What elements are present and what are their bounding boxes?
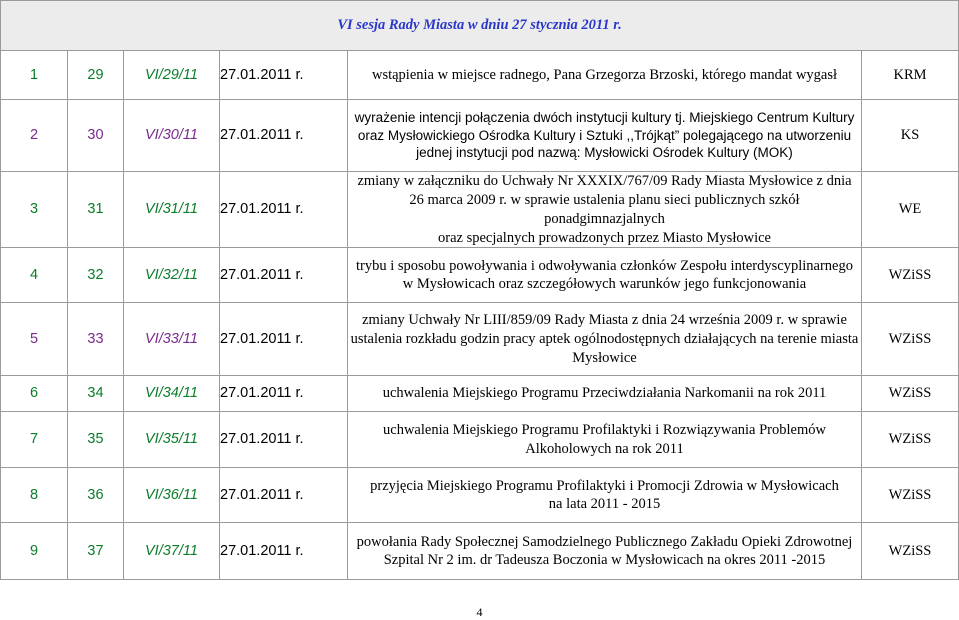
resolution-number: VI/36/11 [124, 468, 220, 523]
table-row [1, 523, 959, 580]
resolution-number: VI/31/11 [124, 172, 220, 248]
resolution-number: VI/29/11 [124, 51, 220, 100]
row-number: 1 [1, 51, 68, 100]
resolution-date: 27.01.2011 r. [220, 412, 348, 468]
table-row [1, 412, 959, 468]
committee-code: KS [862, 100, 959, 172]
resolution-date: 27.01.2011 r. [220, 100, 348, 172]
resolution-subject: uchwalenia Miejskiego Programu Profilaktyki i Rozwiązywania Problemów Alkoholowych na rok 2011 [348, 412, 862, 468]
table-row [1, 303, 959, 376]
resolution-date: 27.01.2011 r. [220, 51, 348, 100]
resolution-subject: powołania Rady Społecznej Samodzielnego Publicznego Zakładu Opieki Zdrowotnej Szpital Nr 2 im. dr Tadeusza Boczonia w Mysłowicach na okres 2011 -2015 [348, 523, 862, 580]
session-header-row [1, 1, 959, 51]
committee-code: WZiSS [862, 468, 959, 523]
table-row [1, 468, 959, 523]
committee-code: WZiSS [862, 376, 959, 412]
resolution-seq: 37 [68, 523, 124, 580]
row-number: 6 [1, 376, 68, 412]
resolution-date: 27.01.2011 r. [220, 468, 348, 523]
resolution-date: 27.01.2011 r. [220, 248, 348, 303]
row-number: 3 [1, 172, 68, 248]
row-number: 8 [1, 468, 68, 523]
committee-code: WZiSS [862, 303, 959, 376]
resolution-subject: wyrażenie intencji połączenia dwóch instytucji kultury tj. Miejskiego Centrum Kultury oraz Mysłowickiego Ośrodka Kultury i Sztuki ,,Trójkąt” polegającego na utworzeniu jednej instytucji pod nazwą: Mysłowicki Ośrodek Kultury (MOK) [348, 100, 862, 172]
resolution-seq: 35 [68, 412, 124, 468]
session-title: VI sesja Rady Miasta w dniu 27 stycznia 2011 r. [1, 1, 959, 51]
table-row [1, 376, 959, 412]
resolution-subject: trybu i sposobu powoływania i odwoływania członków Zespołu interdyscyplinarnego w Mysłowicach oraz szczegółowych warunków jego funkcjonowania [348, 248, 862, 303]
resolution-subject: zmiany w załączniku do Uchwały Nr XXXIX/767/09 Rady Miasta Mysłowice z dnia 26 marca 2009 r. w sprawie ustalenia planu sieci publicznych szkół ponadgimnazjalnych oraz specjalnych prowadzonych przez Miasto Mysłowice [348, 172, 862, 248]
row-number: 5 [1, 303, 68, 376]
resolution-seq: 36 [68, 468, 124, 523]
resolution-subject: przyjęcia Miejskiego Programu Profilaktyki i Promocji Zdrowia w Mysłowicach na lata 2011 - 2015 [348, 468, 862, 523]
committee-code: WZiSS [862, 248, 959, 303]
resolution-seq: 34 [68, 376, 124, 412]
resolution-subject: zmiany Uchwały Nr LIII/859/09 Rady Miasta z dnia 24 września 2009 r. w sprawie ustalenia rozkładu godzin pracy aptek ogólnodostępnych działających na terenie miasta Mysłowice [348, 303, 862, 376]
resolution-date: 27.01.2011 r. [220, 172, 348, 248]
table-row [1, 172, 959, 248]
committee-code: WZiSS [862, 523, 959, 580]
table-row [1, 51, 959, 100]
committee-code: WZiSS [862, 412, 959, 468]
row-number: 4 [1, 248, 68, 303]
resolution-seq: 30 [68, 100, 124, 172]
resolution-number: VI/34/11 [124, 376, 220, 412]
resolution-number: VI/37/11 [124, 523, 220, 580]
resolution-date: 27.01.2011 r. [220, 303, 348, 376]
table-row [1, 100, 959, 172]
row-number: 7 [1, 412, 68, 468]
resolution-seq: 31 [68, 172, 124, 248]
page-number: 4 [476, 605, 483, 619]
table-row [1, 248, 959, 303]
resolution-date: 27.01.2011 r. [220, 376, 348, 412]
resolution-seq: 29 [68, 51, 124, 100]
resolution-number: VI/32/11 [124, 248, 220, 303]
resolution-date: 27.01.2011 r. [220, 523, 348, 580]
resolution-seq: 33 [68, 303, 124, 376]
row-number: 9 [1, 523, 68, 580]
resolution-subject: wstąpienia w miejsce radnego, Pana Grzegorza Brzoski, którego mandat wygasł [348, 51, 862, 100]
resolution-subject: uchwalenia Miejskiego Programu Przeciwdziałania Narkomanii na rok 2011 [348, 376, 862, 412]
committee-code: KRM [862, 51, 959, 100]
resolution-number: VI/33/11 [124, 303, 220, 376]
row-number: 2 [1, 100, 68, 172]
resolution-number: VI/30/11 [124, 100, 220, 172]
committee-code: WE [862, 172, 959, 248]
resolution-seq: 32 [68, 248, 124, 303]
resolution-number: VI/35/11 [124, 412, 220, 468]
